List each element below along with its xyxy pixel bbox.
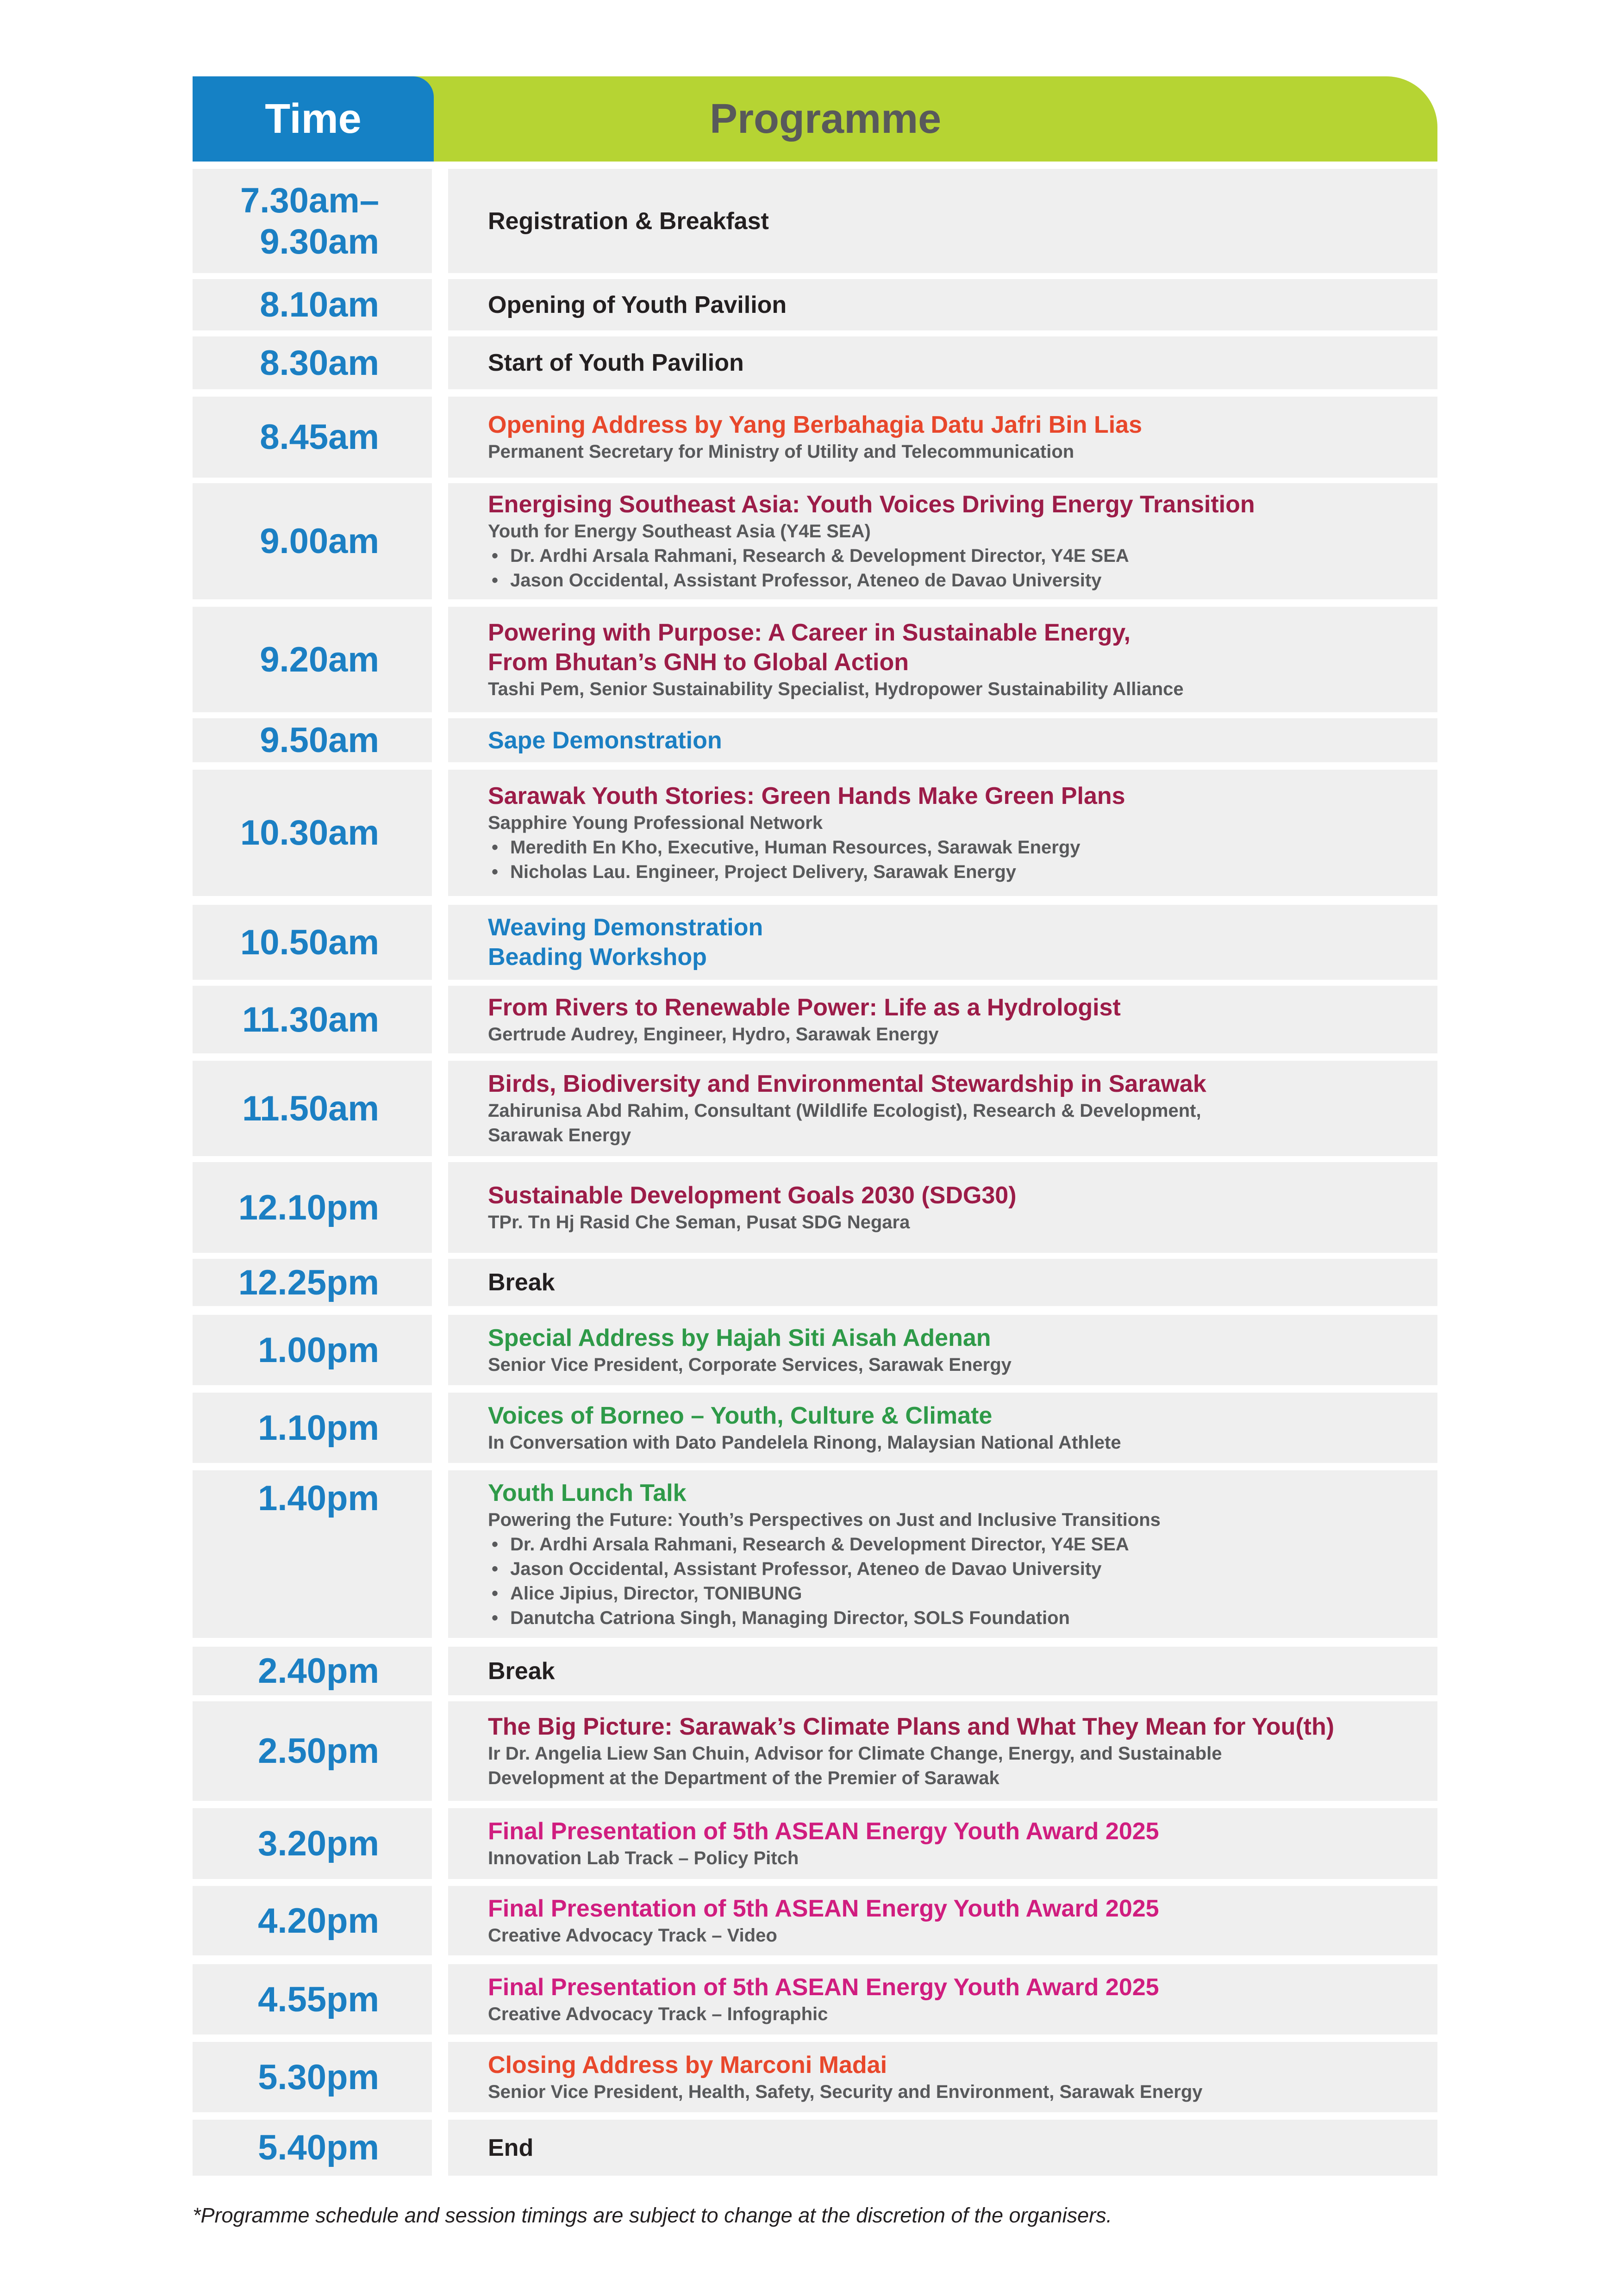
schedule-row [193, 1162, 1437, 1253]
session-time: 5.30pm [258, 2057, 379, 2097]
schedule-row [193, 1393, 1437, 1463]
session-title: Beading Workshop [488, 944, 707, 971]
programme-cell [448, 1393, 1437, 1463]
schedule-row [193, 279, 1437, 330]
time-header [193, 76, 434, 162]
session-title: Sarawak Youth Stories: Green Hands Make Green Plans [488, 783, 1125, 809]
schedule-row [193, 2042, 1437, 2112]
session-title: Break [488, 1657, 555, 1685]
time-cell [193, 1259, 432, 1306]
session-time: 3.20pm [258, 1824, 379, 1863]
session-time: 10.30am [240, 813, 379, 852]
schedule-row [193, 986, 1437, 1053]
schedule-row [193, 169, 1437, 273]
programme-cell [448, 2042, 1437, 2112]
programme-cell [448, 1162, 1437, 1253]
footnote: *Programme schedule and session timings are subject to change at the discretion of the organisers. [193, 2203, 1112, 2227]
schedule-row [193, 1647, 1437, 1695]
session-time: 9.00am [260, 522, 379, 561]
time-cell [193, 2042, 432, 2112]
programme-cell [448, 770, 1437, 896]
speaker-bullet: • Danutcha Catriona Singh, Managing Director, SOLS Foundation [488, 1606, 1437, 1630]
time-cell [193, 1470, 432, 1638]
session-title: Voices of Borneo – Youth, Culture & Climate [488, 1402, 993, 1429]
session-detail: Permanent Secretary for Ministry of Utility and Telecommunication [488, 442, 1074, 462]
speaker-bullet: • Nicholas Lau. Engineer, Project Delivery, Sarawak Energy [488, 860, 1437, 884]
time-cell [193, 483, 432, 599]
schedule-row [193, 718, 1437, 762]
session-title: Break [488, 1269, 555, 1296]
session-time: 1.00pm [258, 1330, 379, 1370]
session-time: 4.20pm [258, 1901, 379, 1941]
session-title: Opening Address by Yang Berbahagia Datu Jafri Bin Lias [488, 411, 1143, 438]
session-title: Youth Lunch Talk [488, 1479, 687, 1506]
schedule-row [193, 1964, 1437, 2035]
session-time: 4.55pm [258, 1979, 379, 2019]
session-detail: Sapphire Young Professional Network [488, 813, 823, 833]
session-detail: Senior Vice President, Corporate Services, Sarawak Energy [488, 1354, 1012, 1375]
time-cell [193, 1647, 432, 1695]
session-time: 8.10am [260, 285, 379, 324]
schedule-row [193, 1701, 1437, 1801]
session-detail: Creative Advocacy Track – Infographic [488, 2004, 828, 2024]
programme-cell [448, 986, 1437, 1053]
programme-cell [448, 1808, 1437, 1879]
time-cell [193, 2120, 432, 2176]
programme-cell [448, 2120, 1437, 2176]
programme-cell [448, 169, 1437, 273]
time-cell [193, 986, 432, 1053]
time-cell [193, 607, 432, 712]
session-time: 12.25pm [238, 1263, 379, 1302]
time-cell [193, 1964, 432, 2035]
time-cell [193, 1315, 432, 1385]
speaker-bullet: • Meredith En Kho, Executive, Human Resources, Sarawak Energy [488, 835, 1437, 860]
session-detail: Youth for Energy Southeast Asia (Y4E SEA) [488, 521, 871, 541]
session-title: Sustainable Development Goals 2030 (SDG30) [488, 1182, 1017, 1209]
session-detail: Sarawak Energy [488, 1125, 631, 1145]
session-title: Opening of Youth Pavilion [488, 291, 787, 318]
session-time: 11.30am [242, 1000, 379, 1039]
session-detail: Ir Dr. Angelia Liew San Chuin, Advisor for Climate Change, Energy, and Sustainable [488, 1743, 1222, 1764]
session-detail: Tashi Pem, Senior Sustainability Specialist, Hydropower Sustainability Alliance [488, 678, 1184, 699]
session-time: 12.10pm [238, 1188, 379, 1227]
session-time: 5.40pm [258, 2128, 379, 2167]
session-title: Start of Youth Pavilion [488, 349, 744, 376]
time-cell [193, 1393, 432, 1463]
time-cell [193, 169, 432, 273]
schedule-row [193, 483, 1437, 599]
time-cell [193, 1701, 432, 1801]
session-detail: Gertrude Audrey, Engineer, Hydro, Sarawak Energy [488, 1024, 939, 1045]
session-detail: TPr. Tn Hj Rasid Che Seman, Pusat SDG Negara [488, 1212, 910, 1232]
programme-cell [448, 1470, 1437, 1638]
time-cell [193, 1886, 432, 1955]
schedule-row [193, 397, 1437, 478]
session-title: Final Presentation of 5th ASEAN Energy Youth Award 2025 [488, 1818, 1159, 1845]
session-time: 7.30am– 9.30am [240, 180, 379, 261]
session-title: Powering with Purpose: A Career in Sustainable Energy, [488, 619, 1131, 646]
speaker-bullet: • Jason Occidental, Assistant Professor, Ateneo de Davao University [488, 568, 1437, 593]
session-time: 8.30am [260, 343, 379, 383]
session-title: Registration & Breakfast [488, 207, 769, 235]
speaker-bullet: • Dr. Ardhi Arsala Rahmani, Research & Development Director, Y4E SEA [488, 544, 1437, 568]
session-detail: Zahirunisa Abd Rahim, Consultant (Wildlife Ecologist), Research & Development, [488, 1101, 1201, 1121]
time-cell [193, 905, 432, 980]
session-time: 9.20am [260, 640, 379, 679]
session-detail: Creative Advocacy Track – Video [488, 1925, 777, 1946]
session-title: The Big Picture: Sarawak’s Climate Plans and What They Mean for You(th) [488, 1713, 1335, 1740]
schedule-row [193, 1886, 1437, 1955]
session-time: 1.40pm [258, 1479, 379, 1518]
programme-cell [448, 397, 1437, 478]
speaker-bullet: • Alice Jipius, Director, TONIBUNG [488, 1581, 1437, 1606]
session-time: 2.50pm [258, 1731, 379, 1771]
time-cell [193, 1061, 432, 1156]
programme-cell [448, 1061, 1437, 1156]
session-title: From Bhutan’s GNH to Global Action [488, 648, 909, 676]
session-title: Birds, Biodiversity and Environmental Stewardship in Sarawak [488, 1070, 1206, 1097]
programme-cell [448, 1259, 1437, 1306]
time-cell [193, 397, 432, 478]
programme-cell [448, 279, 1437, 330]
session-title: From Rivers to Renewable Power: Life as a Hydrologist [488, 994, 1121, 1021]
session-detail: Innovation Lab Track – Policy Pitch [488, 1848, 799, 1868]
session-title: Final Presentation of 5th ASEAN Energy Youth Award 2025 [488, 1895, 1159, 1922]
programme-cell [448, 483, 1437, 599]
programme-cell [448, 1964, 1437, 2035]
programme-cell [448, 1886, 1437, 1955]
schedule-row [193, 1808, 1437, 1879]
schedule-row [193, 905, 1437, 980]
schedule-row [193, 607, 1437, 712]
programme-cell [448, 1315, 1437, 1385]
session-title: End [488, 2134, 534, 2161]
time-cell [193, 336, 432, 389]
session-detail: In Conversation with Dato Pandelela Rinong, Malaysian National Athlete [488, 1432, 1121, 1453]
schedule-row [193, 1061, 1437, 1156]
speaker-bullet: • Dr. Ardhi Arsala Rahmani, Research & Development Director, Y4E SEA [488, 1532, 1437, 1557]
schedule-row [193, 770, 1437, 896]
programme-cell [448, 718, 1437, 762]
programme-header-label: Programme [710, 95, 942, 142]
time-header-label: Time [265, 95, 362, 142]
session-title: Special Address by Hajah Siti Aisah Adenan [488, 1324, 991, 1351]
programme-cell [448, 1701, 1437, 1801]
session-time: 11.50am [242, 1089, 379, 1128]
session-time: 1.10pm [258, 1408, 379, 1448]
speaker-bullet: • Jason Occidental, Assistant Professor, Ateneo de Davao University [488, 1557, 1437, 1581]
time-cell [193, 1808, 432, 1879]
programme-cell [448, 336, 1437, 389]
programme-cell [448, 607, 1437, 712]
schedule-row [193, 2120, 1437, 2176]
session-time: 8.45am [260, 417, 379, 457]
session-detail: Powering the Future: Youth’s Perspectives on Just and Inclusive Transitions [488, 1509, 1161, 1530]
session-title: Closing Address by Marconi Madai [488, 2051, 887, 2078]
schedule-row [193, 1470, 1437, 1638]
schedule-row [193, 1259, 1437, 1306]
programme-cell [448, 905, 1437, 980]
session-title: Weaving Demonstration [488, 914, 763, 941]
programme-cell [448, 1647, 1437, 1695]
session-title: Final Presentation of 5th ASEAN Energy Youth Award 2025 [488, 1973, 1159, 2001]
session-detail: Senior Vice President, Health, Safety, Security and Environment, Sarawak Energy [488, 2081, 1203, 2102]
time-cell [193, 770, 432, 896]
time-cell [193, 718, 432, 762]
session-title: Sape Demonstration [488, 727, 722, 754]
session-detail: Development at the Department of the Premier of Sarawak [488, 1767, 999, 1788]
schedule-row [193, 1315, 1437, 1385]
schedule-row [193, 336, 1437, 389]
session-time: 2.40pm [258, 1651, 379, 1691]
session-title: Energising Southeast Asia: Youth Voices Driving Energy Transition [488, 491, 1255, 518]
time-cell [193, 1162, 432, 1253]
session-time: 10.50am [240, 922, 379, 962]
session-time: 9.50am [260, 721, 379, 760]
time-cell [193, 279, 432, 330]
